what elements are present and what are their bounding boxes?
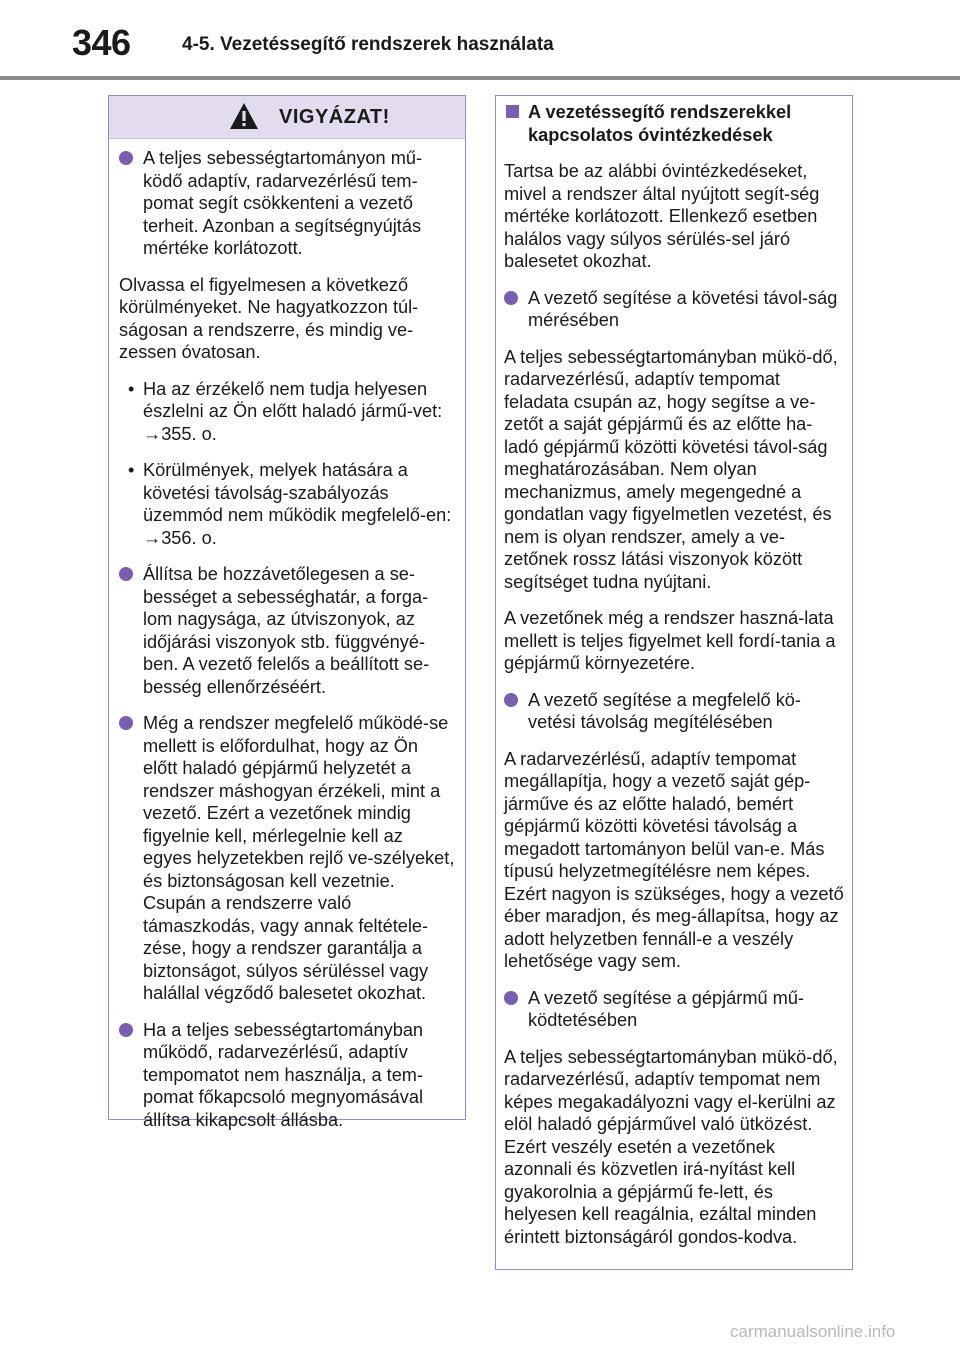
square-bullet-icon (506, 105, 519, 118)
bullet-dot-icon (119, 1023, 133, 1037)
item-text: Olvassa el figyelmesen a következő körülményeket. Ne hagyatkozzon túl-ságosan a rendszerre, és mindig ve-zessen óvatosan. (119, 274, 419, 362)
watermark: carmanualsonline.info (730, 1322, 896, 1341)
paragraph (119, 274, 455, 364)
item-text: A teljes sebességtartományban mükö-dő, radarvezérlésű, adaptív tempomat feladata csupán az, hogy segítse a ve-zetőt a saját gépjármű és az előtte ha-ladó gépjármű közötti követési távol-ság meghatározásában. Nem olyan mechanizmus, amely megengedné a gondatlan vagy figyelmetlen vezetést, és nem is olyan rendszer, amely a ve-zetőnek rossz látási viszonyok között segítséget tudna nyújtani. (504, 346, 838, 592)
bullet-dot-icon (504, 693, 518, 707)
bullet-dot-icon (504, 291, 518, 305)
paragraph (504, 607, 844, 675)
item-text: A vezető segítése a követési távol-ság mérésében (528, 287, 838, 330)
bullet-dot-icon (504, 991, 518, 1005)
dash-bullet-icon: • (128, 378, 135, 399)
item-text: A vezetéssegítő rendszerekkel kapcsolatos óvintézkedések (528, 102, 792, 145)
bullet-item (504, 987, 844, 1032)
warning-content (109, 139, 465, 1131)
bullet-dot-icon (119, 151, 133, 165)
header-rule (0, 76, 960, 80)
precautions-content (496, 96, 852, 1248)
dash-item (119, 378, 455, 446)
warning-triangle-icon (229, 102, 259, 130)
item-text: A vezetőnek még a rendszer haszná-lata mellett is teljes figyelmet kell fordí-tania a gépjármű környezetére. (504, 608, 836, 673)
item-text: A teljes sebességtartományon mű-ködő adaptív, radarvezérlésű tem-pomat segít csökkenteni a vezető terheit. Azonban a segítségnyújtás mértéke korlátozott. (143, 148, 423, 258)
bullet-item (119, 712, 455, 1005)
dash-bullet-icon: • (128, 460, 135, 480)
chapter-title: 4-5. Vezetéssegítő rendszerek használata (182, 34, 554, 55)
item-text: A teljes sebességtartományban mükö-dő, radarvezérlésű, adaptív tempomat nem képes megakadályozni vagy el-kerülni az elöl haladó gépjárművel való ütközést. Ezért veszély esetén a vezetőnek azonnali és közvetlen irá-nyítást kell gyakorolnia a gépjármű fe-lett, és helyesen kell reagálnia, ezáltal minden érintett biztonságáról gondos-kodva. (504, 1046, 838, 1247)
bullet-item (119, 1019, 455, 1132)
bullet-item (504, 689, 844, 734)
bullet-dot-icon (119, 716, 133, 730)
paragraph (504, 160, 844, 273)
warning-box (108, 95, 466, 1130)
item-text: A vezető segítése a megfelelő kö-vetési távolság megítélésében (528, 689, 801, 732)
item-text: Körülmények, melyek hatására a követési távolság-szabályozás üzemmód nem működik megfelelő-en: →356. o. (143, 460, 452, 548)
section-heading (504, 101, 844, 146)
paragraph (504, 1046, 844, 1249)
warning-title: VIGYÁZAT! (279, 106, 390, 128)
paragraph (504, 346, 844, 594)
item-text: Ha az érzékelő nem tudja helyesen észlelni az Ön előtt haladó jármű-vet: →355. o. (143, 378, 443, 444)
item-text: Ha a teljes sebességtartományban működő, radarvezérlésű, adaptív tempomatot nem használja, a tem-pomat főkapcsoló megnyomásával állítsa kikapcsolt állásba. (143, 1019, 424, 1130)
item-text: A vezető segítése a gépjármű mű-ködtetésében (528, 987, 804, 1030)
bullet-item (119, 563, 455, 698)
warning-banner (109, 96, 465, 139)
item-text: A radarvezérlésű, adaptív tempomat megállapítja, hogy a vezető saját gép-járműve és az előtte haladó, bemért gépjármű közötti követési távolság a megadott tartományon belül van-e. Más típusú helyzetmegítélésre nem képes. Ezért nagyon is szükséges, hogy a vezető éber maradjon, és meg-állapítsa, hogy az adott helyzetben fennáll-e a veszély lehetősége vagy sem. (504, 748, 844, 971)
bullet-dot-icon (119, 567, 133, 581)
page-header (0, 0, 960, 80)
item-text: Még a rendszer megfelelő működé-se mellett is előfordulhat, hogy az Ön előtt haladó gépjármű helyzetét a rendszer máshogyan érzékeli, mint a vezető. Ezért a vezetőnek mindig figyelnie kell, mérlegelnie kell az egyes helyzetekben rejlő ve-szélyeket, és biztonságosan kell vezetnie. Csupán a rendszerre való támaszkodás, vagy annak feltétele-zése, hogy a rendszer garantálja a biztonságot, súlyos sérüléssel vagy halállal végződő balesetet okozhat. (143, 713, 455, 1003)
dash-item (119, 459, 455, 549)
item-text: Tartsa be az alábbi óvintézkedéseket, mivel a rendszer által nyújtott segít-ség mértéke korlátozott. Ellenkező esetben halálos vagy súlyos sérülés-sel járó balesetet okozhat. (504, 161, 820, 271)
bullet-item (119, 147, 455, 260)
item-text: Állítsa be hozzávetőlegesen a se-bességet a sebességhatár, a forga-lom nagysága, az útviszonyok, az időjárási viszonyok stb. függvényé-ben. A vezető felelős a beállított se-besség ellenőrzéséért. (143, 564, 430, 697)
precautions-box (495, 95, 853, 1270)
bullet-item (504, 287, 844, 332)
paragraph (504, 748, 844, 973)
page-number: 346 (72, 22, 131, 63)
